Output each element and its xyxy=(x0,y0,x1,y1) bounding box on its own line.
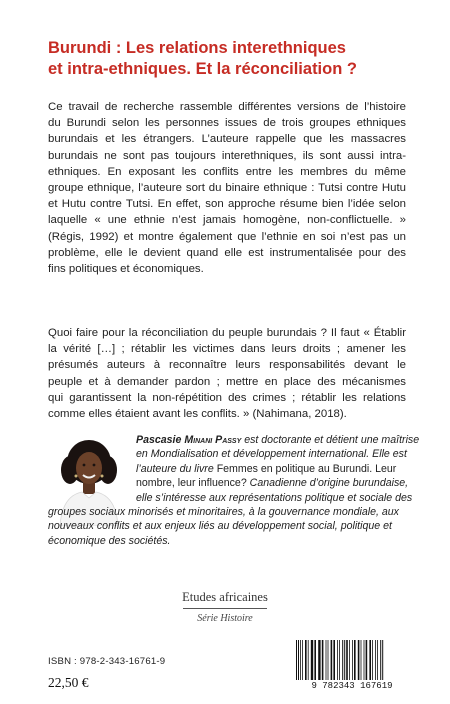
text-line: burundais ne sont pas toujours interethniques, ils sont aussi intra- xyxy=(48,149,406,162)
series-logo xyxy=(160,590,290,624)
barcode-number: 9 782343 167619 xyxy=(290,680,414,692)
summary-paragraph-1 xyxy=(48,99,406,277)
price: 22,50 € xyxy=(48,675,89,690)
author-bio xyxy=(48,433,420,548)
text-line: qui garantissent la non-répétition des crimes ; rétablir les relations xyxy=(48,391,406,404)
bio-line: groupes sociaux minorisés et minoritaires, à la gouvernance mondiale, aux xyxy=(48,506,399,519)
bio-line: en Mondialisation et développement international. Elle est xyxy=(136,448,407,461)
text-line: burundais et les étrangers. L’auteure rappelle que les massacres xyxy=(48,133,406,146)
text-line: et Hutu contre Tutsi. En effet, son approche résume bien l’idée selon xyxy=(48,198,406,211)
series-divider xyxy=(183,608,267,609)
summary-paragraph-2 xyxy=(48,325,406,422)
series-name: Etudes africaines xyxy=(182,590,268,604)
book-title: Femmes en politique au Burundi xyxy=(216,462,370,475)
text-line: comme elles étaient avant les conflits. » (Nahimana, 2018). xyxy=(48,408,347,421)
text-line: peuple et à demander pardon ; mettre en place des mécanismes xyxy=(48,375,406,388)
bio-line: nouveaux conflits et aux enjeux liés au développement social, politique et xyxy=(48,520,392,533)
isbn: ISBN : 978-2-343-16761-9 xyxy=(48,656,166,667)
bio-text: est doctorante et détient une maîtrise xyxy=(241,434,420,446)
text-line: fins politiques et économiques. xyxy=(48,263,204,276)
text-line: (Régis, 1992) et montre également que l’ethnie en soi n’est pas un xyxy=(48,230,406,243)
bio-line: économique des sociétés. xyxy=(48,534,171,547)
text-line: groupe ethnique, l’auteure sort du binaire ethnique : Tutsi contre Hutu xyxy=(48,182,406,195)
bio-text: . Leur xyxy=(369,462,397,475)
bio-line xyxy=(136,462,408,476)
bio-text: Canadienne d’origine burundaise, xyxy=(246,477,409,490)
back-cover-title xyxy=(48,38,428,80)
book-title: nombre, leur influence? xyxy=(136,477,247,490)
text-line: la vérité […] ; rétablir les victimes dans leurs droits ; amener les xyxy=(48,343,406,356)
text-line: du Burundi selon les personnes issues de trois groupes ethniques xyxy=(48,117,406,130)
bio-line xyxy=(136,476,408,490)
bio-line xyxy=(136,433,420,447)
author-last-name: Minani Passy xyxy=(184,434,242,446)
text-line: présumés auteurs à reconnaître leurs responsabilités devant le xyxy=(48,359,406,372)
text-line: Ce travail de recherche rassemble différentes versions de l’histoire xyxy=(48,101,406,113)
text-line: problème, elle le devient quand elle est instrumentalisée pour des xyxy=(48,246,406,259)
text-line: ethniques. En exposant les conflits entre les membres du même xyxy=(48,165,406,178)
bio-text: l’auteure du livre xyxy=(136,462,217,475)
text-line: laquelle « une ethnie n’est jamais homogène, non-conflictuelle. » xyxy=(48,214,406,227)
text-line: Quoi faire pour la réconciliation du peuple burundais ? Il faut « Établir xyxy=(48,327,406,339)
title-line: et intra-ethniques. Et la réconciliation ? xyxy=(48,60,357,78)
author-first-name: Pascasie xyxy=(136,434,185,446)
bio-line: elle s’intéresse aux représentations politique et sociale des xyxy=(136,491,413,504)
title-line: Burundi : Les relations interethniques xyxy=(48,39,346,57)
series-subtitle: Série Histoire xyxy=(197,613,253,624)
